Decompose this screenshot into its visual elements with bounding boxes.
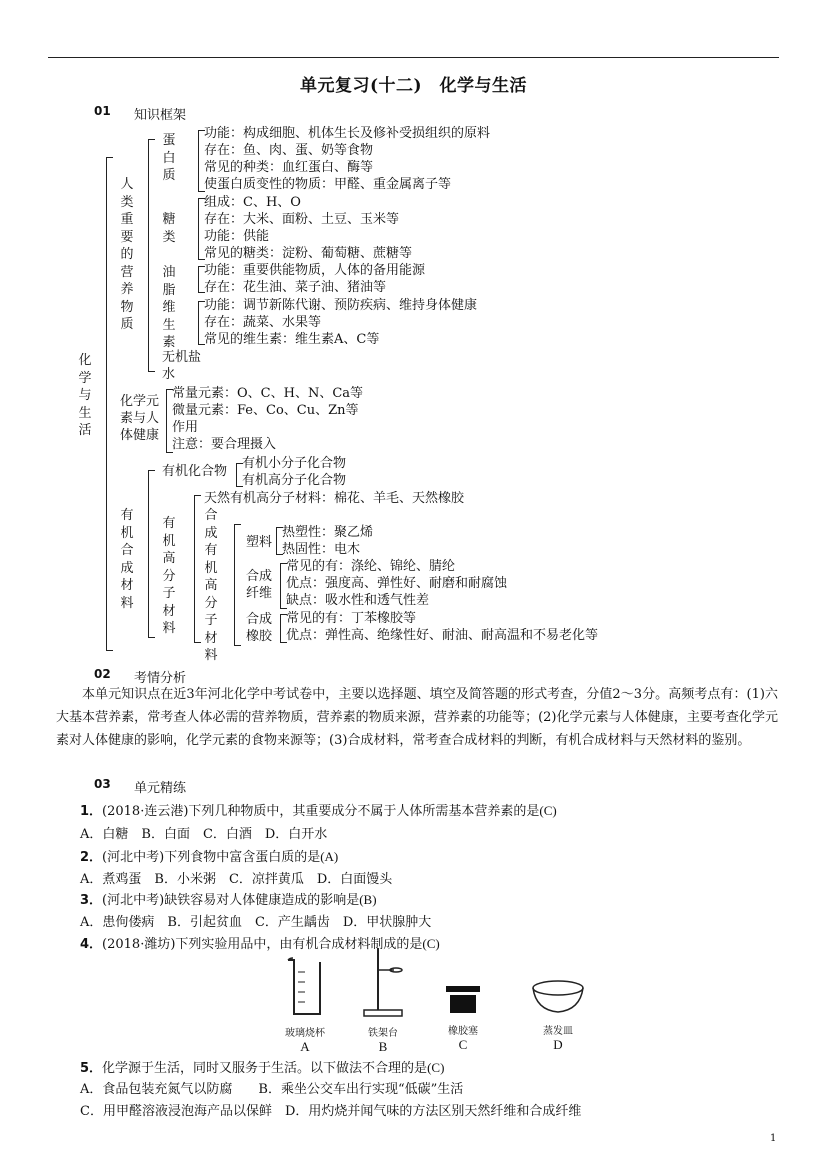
tree-root-label: 化学与生活	[78, 353, 92, 438]
figure-iron-stand	[343, 946, 423, 1055]
fat-label: 油脂	[162, 265, 176, 298]
synthetic-brace	[234, 524, 241, 646]
question-stem: (河北中考)下列食物中富含蛋白质的是	[102, 850, 321, 865]
figure-rubber-stopper	[423, 980, 503, 1053]
organic-materials-label: 有机合成材料	[120, 508, 134, 611]
nutrients-label: 人类重要的营养物质	[120, 177, 134, 332]
rubber-item: 优点：弹性高、绝缘性好、耐油、耐高温和不易老化等	[286, 628, 599, 643]
iron-stand-icon	[360, 946, 406, 1018]
protein-item: 常见的种类：血红蛋白、酶等	[204, 160, 374, 175]
question-number: 2．	[80, 850, 103, 865]
nutrients-brace	[148, 139, 155, 372]
beaker-icon	[285, 956, 325, 1018]
question	[80, 1057, 444, 1076]
fiber-item: 缺点：吸水性和透气性差	[286, 593, 430, 608]
polymer-brace	[194, 495, 201, 643]
figure-letter: B	[378, 1039, 388, 1054]
section-number: 02	[94, 667, 111, 681]
question-answer: (C)	[539, 803, 557, 818]
page-number: 1	[770, 1133, 777, 1144]
question-options: C．用甲醛溶液浸泡海产品以保鲜 D．用灼烧并闻气味的方法区别天然纤维和合成纤维	[80, 1104, 582, 1119]
inorganic-salt-label: 无机盐	[162, 350, 202, 365]
sugar-item: 功能：供能	[204, 229, 270, 244]
sugar-item: 存在：大米、面粉、土豆、玉米等	[204, 212, 400, 227]
section-label: 考情分析	[134, 671, 187, 686]
question-answer: (C)	[427, 1060, 445, 1075]
elements-item: 注意：要合理摄入	[172, 437, 277, 452]
section-label: 知识框架	[134, 108, 187, 123]
elements-item: 常量元素：O、C、H、N、Ca等	[172, 386, 364, 401]
root-brace	[106, 157, 113, 651]
question-stem: 化学源于生活，同时又服务于生活。以下做法不合理的是	[102, 1061, 428, 1076]
figure-caption: 蒸发皿	[543, 1026, 573, 1037]
protein-label: 蛋白质	[162, 133, 176, 183]
section-number: 01	[94, 104, 111, 118]
sugar-item: 常见的糖类：淀粉、葡萄糖、蔗糖等	[204, 246, 413, 261]
question-stem: (2018·潍坊)下列实验用品中，由有机合成材料制成的是	[102, 937, 423, 952]
fiber-item: 常见的有：涤纶、锦纶、腈纶	[286, 559, 456, 574]
evaporating-dish-icon	[530, 978, 586, 1016]
figure-caption: 橡胶塞	[448, 1026, 478, 1037]
figure-caption: 玻璃烧杯	[285, 1028, 325, 1039]
question-options: A．白糖 B．白面 C．白酒 D．白开水	[80, 827, 328, 842]
protein-item: 功能：构成细胞、机体生长及修补受损组织的原料	[204, 126, 491, 141]
vitamin-item: 功能：调节新陈代谢、预防疾病、维持身体健康	[204, 298, 478, 313]
section-label: 单元精练	[134, 781, 187, 796]
fat-item: 存在：花生油、菜子油、猪油等	[204, 280, 387, 295]
organic-compound-label: 有机化合物	[162, 464, 228, 479]
question-number: 3．	[80, 893, 103, 908]
rubber-label: 合成橡胶	[246, 612, 273, 644]
figure-letter: A	[300, 1039, 310, 1054]
question-options: A．食品包装充氮气以防腐 B．乘坐公交车出行实现“低碳”生活	[80, 1082, 464, 1097]
compound-item: 有机小分子化合物	[242, 456, 347, 471]
question	[80, 889, 377, 908]
page-title: 单元复习(十二) 化学与生活	[299, 76, 528, 96]
question-number: 5．	[80, 1061, 103, 1076]
question-answer: (B)	[359, 892, 377, 907]
water-label: 水	[162, 367, 176, 382]
protein-item: 使蛋白质变性的物质：甲醛、重金属离子等	[204, 177, 452, 192]
plastic-label: 塑料	[246, 535, 273, 550]
synthetic-polymer-label: 合成有机高分子材料	[204, 508, 218, 663]
fiber-item: 优点：强度高、弹性好、耐磨和耐腐蚀	[286, 576, 508, 591]
section-number: 03	[94, 777, 111, 791]
question	[80, 800, 557, 819]
figure-letter: C	[458, 1037, 468, 1052]
elements-label: 化学元素与人体健康	[120, 394, 160, 443]
polymer-label: 有机高分子材料	[162, 516, 176, 636]
question-stem: (2018·连云港)下列几种物质中，其重要成分不属于人体所需基本营养素的是	[102, 804, 540, 819]
vitamin-label: 维生素	[162, 300, 176, 350]
question-number: 4．	[80, 937, 103, 952]
natural-polymer: 天然有机高分子材料：棉花、羊毛、天然橡胶	[204, 491, 465, 506]
question	[80, 846, 338, 865]
analysis-paragraph: 本单元知识点在近3年河北化学中考试卷中，主要以选择题、填空及简答题的形式考查，分值2～3分。高频考点有：(1)六大基本营养素，常考查人体必需的营养物质，营养素的物质来源，营养素的功能等；(2)化学元素与人体健康，主要考查化学元素对人体健康的影响，化学元素的食物来源等；(3)合成材料，常考查合成材料的判断，有机合成材料与天然材料的鉴别。	[56, 687, 778, 748]
compound-item: 有机高分子化合物	[242, 473, 347, 488]
vitamin-item: 存在：蔬菜、水果等	[204, 315, 322, 330]
figure-letter: D	[553, 1037, 563, 1052]
vitamin-item: 常见的维生素：维生素A、C等	[204, 332, 380, 347]
question-answer: (A)	[320, 849, 339, 864]
organic-brace	[148, 470, 155, 638]
figure-beaker	[265, 956, 345, 1055]
fat-item: 功能：重要供能物质，人体的备用能源	[204, 263, 426, 278]
figure-evaporating-dish	[518, 978, 598, 1053]
protein-item: 存在：鱼、肉、蛋、奶等食物	[204, 143, 374, 158]
plastic-item: 热塑性：聚乙烯	[282, 525, 374, 540]
fiber-label: 合成纤维	[246, 569, 273, 601]
question-stem: (河北中考)缺铁容易对人体健康造成的影响是	[102, 893, 360, 908]
question-answer: (C)	[422, 936, 440, 951]
sugar-item: 组成：C、H、O	[204, 195, 301, 210]
plastic-item: 热固性：电木	[282, 542, 361, 557]
elements-item: 作用	[172, 420, 199, 435]
rubber-item: 常见的有：丁苯橡胶等	[286, 611, 417, 626]
rubber-stopper-icon	[440, 980, 486, 1016]
question-options: A．患佝偻病 B．引起贫血 C．产生龋齿 D．甲状腺肿大	[80, 915, 432, 930]
figure-caption: 铁架台	[368, 1028, 398, 1039]
sugar-label: 糖类	[162, 212, 176, 245]
question-number: 1．	[80, 804, 103, 819]
question-options: A．煮鸡蛋 B．小米粥 C．凉拌黄瓜 D．白面馒头	[80, 872, 393, 887]
elements-item: 微量元素：Fe、Co、Cu、Zn等	[172, 403, 359, 418]
top-rule	[48, 57, 779, 58]
